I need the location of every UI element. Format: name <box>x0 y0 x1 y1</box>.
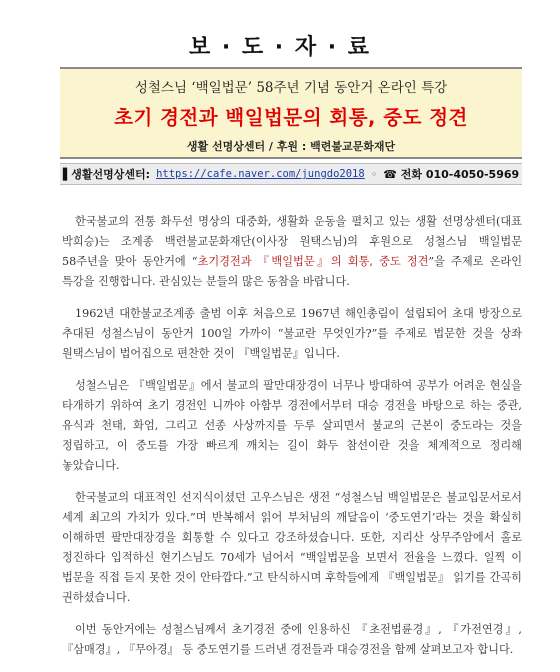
banner-subtitle: 성철스님 ‘백일법문’ 58주년 기념 동안거 온라인 특강 <box>134 80 448 96</box>
document-title: 보 · 도 · 자 · 료 <box>188 35 372 60</box>
contact-bar <box>60 163 522 185</box>
title-banner <box>60 67 522 159</box>
paragraph-1: 한국불교의 전통 화두선 명상의 대중화, 생활화 운동을 펼치고 있는 생활 선명상센터(대표 박희승)는 조계종 백련불교문화재단(이사장 원택스님)의 후원으로 성철스님 백일법문 58주년을 맞아 동안거에 “초기경전과 『백일법문』의 회통, 중도 정견”을 주제로 온라인 특강을 진행합니다. 관심있는 분들의 많은 동참을 바랍니다. <box>62 215 522 288</box>
banner-sponsor: 생활 선명상센터 / 후원 : 백련불교문화재단 <box>186 140 396 153</box>
paragraph-5: 이번 동안거에는 성철스님께서 초기경전 중에 인용하신 『초전법륜경』, 『가전연경』, 『삼매경』, 『무아경』 등 중도연기를 드러낸 경전들과 대승경전을 함께 살펴보고자 합니다. <box>62 623 522 656</box>
cafe-link[interactable]: https://cafe.naver.com/jungdo2018 <box>156 168 365 180</box>
paragraph-2: 1962년 대한불교조계종 출범 이후 처음으로 1967년 해인총림이 설립되어 초대 방장으로 추대된 성철스님이 동안거 100일 가까이 “불교란 무엇인가?”를 주제로 법문한 것을 상좌 원택스님이 법어집으로 편찬한 것이 『백일법문』입니다. <box>62 307 522 360</box>
banner-main-title: 초기 경전과 백일법문의 회통, 중도 정견 <box>114 106 468 129</box>
paragraph-4: 한국불교의 대표적인 선지식이셨던 고우스님은 생전 “성철스님 백일법문은 불교입문서로서 세계 최고의 가치가 있다.”며 반복해서 읽어 부처님의 깨달음이 ‘중도연기’라는 것을 확실히 이해하면 팔만대장경을 회통할 수 있다고 강조하셨습니다. 또한, 지리산 상무주암에서 홀로 정진하다 입적하신 현기스님도 70세가 넘어서 “백일법문을 보면서 전율을 느꼈다. 일찍 이 법문을 직접 듣지 못한 것이 안타깝다.”고 탄식하시며 후학들에게 『백일법문』 읽기를 간곡히 권하셨습니다. <box>62 491 522 604</box>
press-body <box>62 212 522 672</box>
lecture-theme: 초기경전과 『백일법문』의 회통, 중도 정견 <box>197 255 429 268</box>
contact-separator: ◦ <box>370 167 378 181</box>
contact-label: ▌생활선명상센터: <box>62 168 151 181</box>
contact-phone: ☎ 전화 010-4050-5969 <box>383 168 520 181</box>
paragraph-3: 성철스님은 『백일법문』에서 불교의 팔만대장경이 너무나 방대하여 공부가 어려운 현실을 타개하기 위하여 초기 경전인 니까야 아함부 경전에서부터 대승 경전을 바탕으로 하는 중관, 유식과 천태, 화엄, 그리고 선종 사상까지를 두루 살피면서 불교의 근본이 중도라는 것을 정립하고, 이 중도를 가장 빠르게 깨치는 길이 화두 참선이란 것을 체계적으로 정리해 놓았습니다. <box>62 379 522 472</box>
